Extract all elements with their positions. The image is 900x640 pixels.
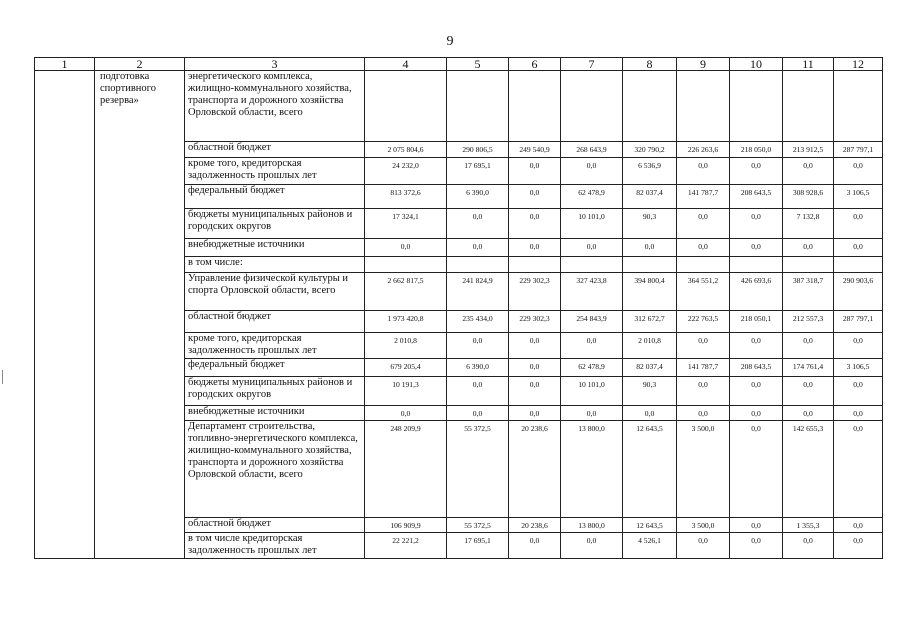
amount-cell: 0,0	[834, 377, 883, 406]
column-header: 3	[185, 58, 365, 71]
header-row	[35, 58, 883, 71]
amount-cell: 3 106,5	[834, 359, 883, 377]
column-header: 6	[509, 58, 561, 71]
amount-cell: 241 824,9	[447, 273, 509, 311]
amount-cell: 62 478,9	[561, 359, 623, 377]
amount-cell: 320 790,2	[623, 142, 677, 158]
amount-cell: 82 037,4	[623, 185, 677, 209]
amount-cell: 0,0	[561, 158, 623, 185]
amount-cell: 90,3	[623, 209, 677, 239]
amount-cell: 0,0	[509, 239, 561, 257]
amount-cell: 2 662 817,5	[365, 273, 447, 311]
column-header: 4	[365, 58, 447, 71]
funding-source-label: федеральный бюджет	[185, 185, 365, 209]
row-number-cell	[35, 71, 95, 559]
amount-cell: 0,0	[834, 239, 883, 257]
amount-cell: 2 010,8	[365, 333, 447, 359]
amount-cell: 17 695,1	[447, 533, 509, 559]
amount-cell: 12 643,5	[623, 421, 677, 518]
funding-source-label: внебюджетные источники	[185, 239, 365, 257]
amount-cell: 387 318,7	[783, 273, 834, 311]
amount-cell: 287 797,1	[834, 142, 883, 158]
column-header: 7	[561, 58, 623, 71]
amount-cell: 0,0	[509, 377, 561, 406]
amount-cell: 290 903,6	[834, 273, 883, 311]
amount-cell: 0,0	[730, 518, 783, 533]
amount-cell: 2 010,8	[623, 333, 677, 359]
amount-cell: 327 423,8	[561, 273, 623, 311]
amount-cell: 0,0	[834, 421, 883, 518]
amount-cell: 0,0	[730, 533, 783, 559]
page-number: 9	[446, 34, 454, 49]
amount-cell: 0,0	[365, 406, 447, 421]
amount-cell: 0,0	[783, 158, 834, 185]
amount-cell: 0,0	[730, 421, 783, 518]
amount-cell: 174 761,4	[783, 359, 834, 377]
amount-cell: 13 800,0	[561, 518, 623, 533]
amount-cell: 0,0	[677, 158, 730, 185]
amount-cell: 218 050,1	[730, 311, 783, 333]
amount-cell	[677, 257, 730, 273]
amount-cell	[783, 71, 834, 142]
amount-cell: 90,3	[623, 377, 677, 406]
amount-cell	[834, 257, 883, 273]
column-header: 8	[623, 58, 677, 71]
amount-cell: 0,0	[447, 333, 509, 359]
amount-cell: 0,0	[509, 333, 561, 359]
amount-cell: 0,0	[677, 333, 730, 359]
amount-cell: 2 075 804,6	[365, 142, 447, 158]
column-header: 10	[730, 58, 783, 71]
amount-cell	[730, 71, 783, 142]
funding-source-label: кроме того, кредиторская задолженность прошлых лет	[185, 333, 365, 359]
amount-cell	[447, 257, 509, 273]
amount-cell: 17 324,1	[365, 209, 447, 239]
funding-source-label: бюджеты муниципальных районов и городских округов	[185, 209, 365, 239]
amount-cell	[561, 257, 623, 273]
amount-cell: 0,0	[509, 406, 561, 421]
amount-cell: 222 763,5	[677, 311, 730, 333]
funding-source-label: бюджеты муниципальных районов и городских округов	[185, 377, 365, 406]
amount-cell: 1 973 420,8	[365, 311, 447, 333]
amount-cell: 22 221,2	[365, 533, 447, 559]
funding-source-label: Департамент строительства, топливно-энергетического комплекса, жилищно-коммунального хозяйства, транспорта и дорожного хозяйства Орловской области, всего	[185, 421, 365, 518]
amount-cell: 141 787,7	[677, 185, 730, 209]
amount-cell: 287 797,1	[834, 311, 883, 333]
amount-cell	[365, 71, 447, 142]
amount-cell: 82 037,4	[623, 359, 677, 377]
amount-cell: 235 434,0	[447, 311, 509, 333]
amount-cell: 10 101,0	[561, 209, 623, 239]
amount-cell: 0,0	[677, 239, 730, 257]
amount-cell: 6 390,0	[447, 359, 509, 377]
amount-cell: 0,0	[447, 377, 509, 406]
amount-cell	[365, 257, 447, 273]
amount-cell: 6 390,0	[447, 185, 509, 209]
funding-source-label: в том числе:	[185, 257, 365, 273]
amount-cell: 13 800,0	[561, 421, 623, 518]
amount-cell: 229 302,3	[509, 273, 561, 311]
amount-cell: 1 355,3	[783, 518, 834, 533]
amount-cell: 0,0	[677, 209, 730, 239]
table-row	[35, 71, 883, 142]
amount-cell: 394 800,4	[623, 273, 677, 311]
amount-cell: 813 372,6	[365, 185, 447, 209]
amount-cell: 0,0	[730, 406, 783, 421]
amount-cell: 0,0	[561, 333, 623, 359]
amount-cell: 62 478,9	[561, 185, 623, 209]
amount-cell	[623, 257, 677, 273]
amount-cell: 3 500,0	[677, 421, 730, 518]
amount-cell: 0,0	[509, 209, 561, 239]
amount-cell: 20 238,6	[509, 421, 561, 518]
amount-cell: 7 132,8	[783, 209, 834, 239]
funding-source-label: внебюджетные источники	[185, 406, 365, 421]
amount-cell: 24 232,0	[365, 158, 447, 185]
column-header: 9	[677, 58, 730, 71]
amount-cell: 0,0	[677, 406, 730, 421]
amount-cell: 248 209,9	[365, 421, 447, 518]
funding-source-label: в том числе кредиторская задолженность прошлых лет	[185, 533, 365, 559]
amount-cell: 0,0	[677, 533, 730, 559]
amount-cell: 0,0	[783, 533, 834, 559]
amount-cell	[623, 71, 677, 142]
column-header: 11	[783, 58, 834, 71]
amount-cell: 0,0	[509, 158, 561, 185]
column-header: 2	[95, 58, 185, 71]
amount-cell: 0,0	[509, 533, 561, 559]
amount-cell: 0,0	[834, 406, 883, 421]
amount-cell: 0,0	[834, 533, 883, 559]
amount-cell	[834, 71, 883, 142]
amount-cell: 254 843,9	[561, 311, 623, 333]
amount-cell: 426 693,6	[730, 273, 783, 311]
amount-cell	[447, 71, 509, 142]
amount-cell: 208 643,5	[730, 359, 783, 377]
amount-cell: 55 372,5	[447, 421, 509, 518]
scan-mark	[2, 370, 3, 384]
amount-cell: 0,0	[783, 406, 834, 421]
amount-cell: 0,0	[623, 239, 677, 257]
funding-source-label: областной бюджет	[185, 311, 365, 333]
amount-cell: 55 372,5	[447, 518, 509, 533]
funding-source-label: областной бюджет	[185, 142, 365, 158]
column-header: 5	[447, 58, 509, 71]
amount-cell: 268 643,9	[561, 142, 623, 158]
amount-cell	[509, 71, 561, 142]
amount-cell: 6 536,9	[623, 158, 677, 185]
funding-source-label: областной бюджет	[185, 518, 365, 533]
amount-cell: 0,0	[561, 406, 623, 421]
amount-cell: 141 787,7	[677, 359, 730, 377]
amount-cell: 106 909,9	[365, 518, 447, 533]
amount-cell: 0,0	[677, 377, 730, 406]
amount-cell: 0,0	[447, 209, 509, 239]
amount-cell: 0,0	[509, 359, 561, 377]
amount-cell: 0,0	[730, 239, 783, 257]
budget-table	[34, 57, 883, 559]
amount-cell: 212 557,3	[783, 311, 834, 333]
column-header: 12	[834, 58, 883, 71]
amount-cell	[509, 257, 561, 273]
amount-cell: 12 643,5	[623, 518, 677, 533]
amount-cell: 312 672,7	[623, 311, 677, 333]
amount-cell: 17 695,1	[447, 158, 509, 185]
amount-cell: 0,0	[834, 158, 883, 185]
amount-cell: 0,0	[783, 333, 834, 359]
amount-cell	[783, 257, 834, 273]
amount-cell: 218 050,0	[730, 142, 783, 158]
amount-cell: 364 551,2	[677, 273, 730, 311]
amount-cell: 0,0	[834, 518, 883, 533]
funding-source-label: Управление физической культуры и спорта Орловской области, всего	[185, 273, 365, 311]
amount-cell: 3 106,5	[834, 185, 883, 209]
amount-cell: 308 928,6	[783, 185, 834, 209]
column-header: 1	[35, 58, 95, 71]
amount-cell: 226 263,6	[677, 142, 730, 158]
amount-cell: 10 101,0	[561, 377, 623, 406]
amount-cell: 0,0	[447, 406, 509, 421]
amount-cell: 213 912,5	[783, 142, 834, 158]
amount-cell: 0,0	[730, 333, 783, 359]
amount-cell	[677, 71, 730, 142]
amount-cell: 229 302,3	[509, 311, 561, 333]
amount-cell: 0,0	[730, 377, 783, 406]
amount-cell: 0,0	[561, 239, 623, 257]
amount-cell: 0,0	[783, 377, 834, 406]
amount-cell: 10 191,3	[365, 377, 447, 406]
amount-cell: 0,0	[730, 158, 783, 185]
funding-source-label: кроме того, кредиторская задолженность прошлых лет	[185, 158, 365, 185]
program-name-cell: подготовка спортивного резерва»	[95, 71, 185, 559]
funding-source-label: энергетического комплекса, жилищно-коммунального хозяйства, транспорта и дорожного хозяйства Орловской области, всего	[185, 71, 365, 142]
amount-cell: 142 655,3	[783, 421, 834, 518]
amount-cell: 0,0	[365, 239, 447, 257]
amount-cell: 0,0	[783, 239, 834, 257]
amount-cell	[561, 71, 623, 142]
amount-cell: 679 205,4	[365, 359, 447, 377]
amount-cell: 0,0	[834, 209, 883, 239]
amount-cell: 4 526,1	[623, 533, 677, 559]
amount-cell: 0,0	[447, 239, 509, 257]
amount-cell	[730, 257, 783, 273]
amount-cell: 208 643,5	[730, 185, 783, 209]
amount-cell: 0,0	[509, 185, 561, 209]
amount-cell: 290 806,5	[447, 142, 509, 158]
amount-cell: 3 500,0	[677, 518, 730, 533]
amount-cell: 249 540,9	[509, 142, 561, 158]
amount-cell: 0,0	[623, 406, 677, 421]
amount-cell: 0,0	[730, 209, 783, 239]
amount-cell: 0,0	[561, 533, 623, 559]
amount-cell: 0,0	[834, 333, 883, 359]
funding-source-label: федеральный бюджет	[185, 359, 365, 377]
amount-cell: 20 238,6	[509, 518, 561, 533]
